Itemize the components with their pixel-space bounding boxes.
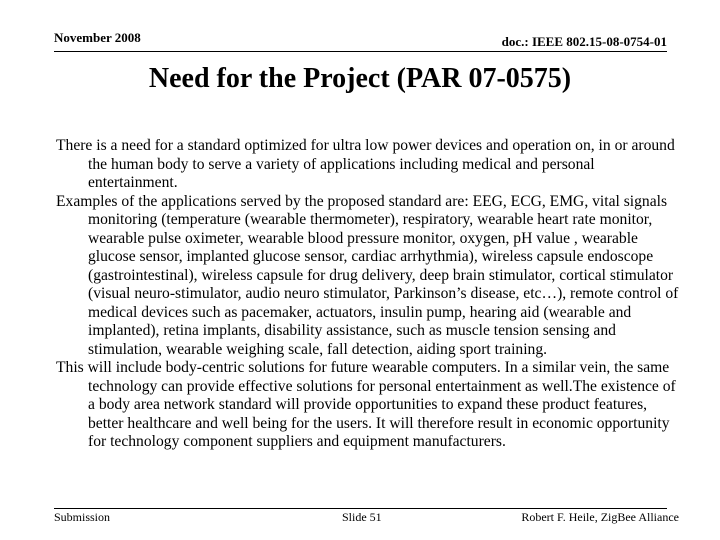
paragraph-body-centric: This will include body-centric solutions for future wearable computers. In a similar vein, the same technology can provide effective solutions for personal entertainment as well.The existence of a body area network standard will provide opportunities to expand these product features, better healthcare and well being for the users. It will therefore result in economic opportunity for technology component suppliers and equipment manufacturers.: [56, 359, 676, 450]
header-date: November 2008: [54, 30, 141, 45]
header-divider: [54, 51, 667, 52]
footer-divider: [54, 508, 667, 509]
footer-author: Robert F. Heile, ZigBee Alliance: [521, 510, 679, 524]
footer-slide-number: Slide 51: [342, 510, 382, 524]
paragraph-examples: Examples of the applications served by the proposed standard are: EEG, ECG, EMG, vital signals monitoring (temperature (wearable thermometer), respiratory, wearable heart rate monitor, wearable pulse oximeter, wearable blood pressure monitor, oxygen, pH value , wearable glucose sensor, implanted glucose sensor, cardiac arrhythmia), wireless capsule endoscope (gastrointestinal), wireless capsule for drug delivery, deep brain stimulator, cortical stimulator (visual neuro-stimulator, audio neuro stimulator, Parkinson’s disease, etc…), remote control of medical devices such as pacemaker, actuators, insulin pump, hearing aid (wearable and implanted), retina implants, disability assistance, such as muscle tension sensing and stimulation, wearable weighing scale, fall detection, aiding sport training.: [56, 192, 679, 358]
slide-title: Need for the Project (PAR 07-0575): [148, 63, 572, 94]
footer-submission: Submission: [54, 510, 111, 524]
paragraph-need: There is a need for a standard optimized for ultra low power devices and operation on, in or around the human body to serve a variety of applications including medical and personal entertainment.: [56, 137, 675, 191]
header-doc-id: doc.: IEEE 802.15-08-0754-01: [501, 34, 667, 49]
slide-body: [56, 137, 680, 452]
